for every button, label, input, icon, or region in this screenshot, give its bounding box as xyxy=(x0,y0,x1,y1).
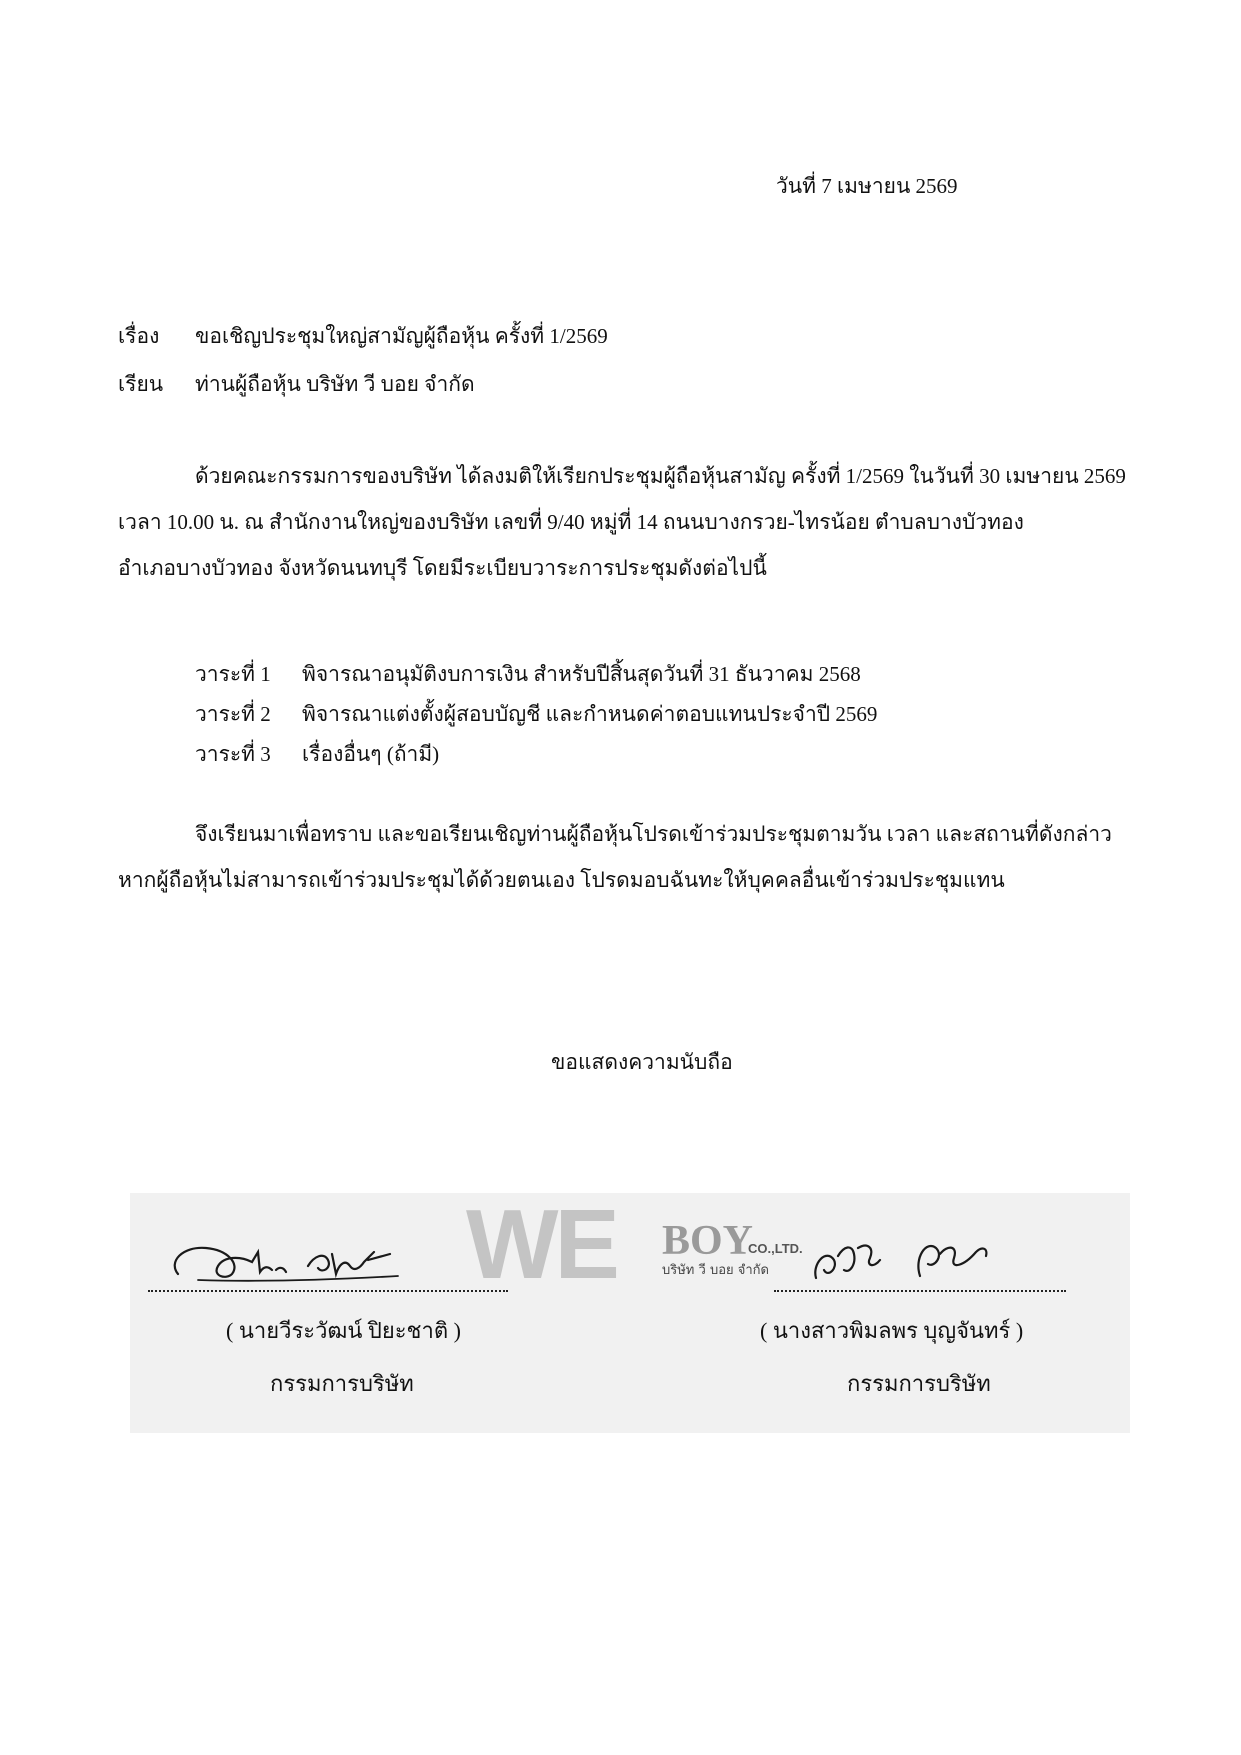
recipient-text: ท่านผู้ถือหุ้น บริษัท วี บอย จำกัด xyxy=(195,372,475,396)
subject-label: เรื่อง xyxy=(118,324,160,348)
agenda-text: เรื่องอื่นๆ (ถ้ามี) xyxy=(302,742,440,766)
paragraph-line: อำเภอบางบัวทอง จังหวัดนนทบุรี โดยมีระเบียบวาระการประชุมดังต่อไปนี้ xyxy=(118,556,767,580)
agenda-number: วาระที่ 1 xyxy=(195,662,271,686)
logo-boy-text: BOY xyxy=(662,1218,754,1264)
subject-text: ขอเชิญประชุมใหญ่สามัญผู้ถือหุ้น ครั้งที่ 1/2569 xyxy=(195,324,608,348)
left-signature-line xyxy=(148,1290,508,1292)
closing-salutation: ขอแสดงความนับถือ xyxy=(551,1050,733,1074)
paragraph-line: จึงเรียนมาเพื่อทราบ และขอเรียนเชิญท่านผู้ถือหุ้นโปรดเข้าร่วมประชุมตามวัน เวลา และสถานที่ดังกล่าว xyxy=(195,822,1112,846)
paragraph-line: เวลา 10.00 น. ณ สำนักงานใหญ่ของบริษัท เลขที่ 9/40 หมู่ที่ 14 ถนนบางกรวย-ไทรน้อย ตำบลบางบัวทอง xyxy=(118,510,1024,534)
company-logo-stamp xyxy=(466,1198,826,1283)
right-signature-line xyxy=(774,1290,1066,1292)
paragraph-line: หากผู้ถือหุ้นไม่สามารถเข้าร่วมประชุมได้ด้วยตนเอง โปรดมอบฉันทะให้บุคคลอื่นเข้าร่วมประชุมแทน xyxy=(118,868,1005,892)
letter-date: วันที่ 7 เมษายน 2569 xyxy=(776,174,958,198)
right-signature xyxy=(808,1218,1008,1290)
agenda-text: พิจารณาอนุมัติงบการเงิน สำหรับปีสิ้นสุดวันที่ 31 ธันวาคม 2568 xyxy=(302,662,861,686)
agenda-number: วาระที่ 2 xyxy=(195,702,271,726)
recipient-label: เรียน xyxy=(118,372,164,396)
right-signatory-position: กรรมการบริษัท xyxy=(847,1371,991,1396)
logo-thai-text: บริษัท วี บอย จำกัด xyxy=(662,1263,769,1278)
agenda-item xyxy=(195,740,877,780)
agenda-item xyxy=(195,660,877,700)
paragraph-line: ด้วยคณะกรรมการของบริษัท ได้ลงมติให้เรียกประชุมผู้ถือหุ้นสามัญ ครั้งที่ 1/2569 ในวันที่ 30 เมษายน 2569 xyxy=(195,464,1126,488)
agenda-list xyxy=(195,660,877,780)
agenda-text: พิจารณาแต่งตั้งผู้สอบบัญชี และกำหนดค่าตอบแทนประจำปี 2569 xyxy=(302,702,878,726)
invitation-paragraph xyxy=(118,462,1138,600)
left-signature xyxy=(168,1222,418,1292)
left-signatory-position: กรรมการบริษัท xyxy=(270,1371,414,1396)
right-signatory-name: ( นางสาวพิมลพร บุญจันทร์ ) xyxy=(760,1318,1024,1343)
closing-paragraph xyxy=(118,820,1138,912)
logo-suffix-text: CO.,LTD. xyxy=(748,1241,803,1256)
left-signatory-name: ( นายวีระวัฒน์ ปิยะชาติ ) xyxy=(226,1318,461,1343)
agenda-number: วาระที่ 3 xyxy=(195,742,271,766)
agenda-item xyxy=(195,700,877,740)
logo-we-text: WE xyxy=(466,1198,616,1283)
